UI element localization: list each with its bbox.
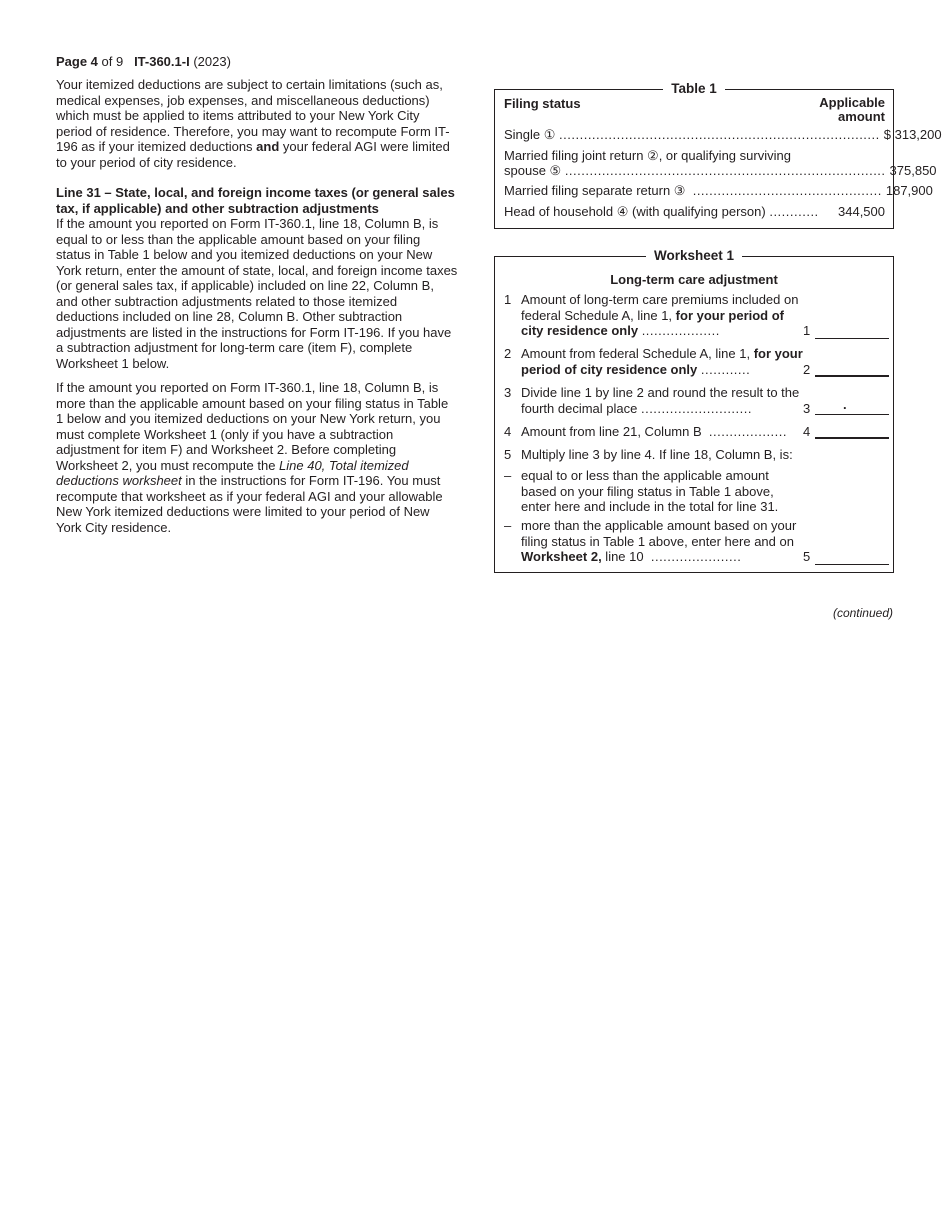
worksheet-1: Worksheet 1 Long-term care adjustment 1 Amount of long-term care premiums included on federal Schedule A, line 1, for your period of city residence only ................... 1 2 Amount from federal Schedule A, line 1, for your period of city residence only ............ 2 3 Divide line 1 by line 2 and round the result to the fourth decimal place ........................... 3 . 4 Amount from line 21, Column B ................... 4 5 Multiply line 3 by line 4. If line 18, Column B, is: – equal to or less than the applicable amount based on your filing status in Table 1 above, enter here and include in the total for line 31. – more than the applicable amount based on your filing status in Table 1 above, enter here and on Worksheet 2, line 10 ...................... 5: [494, 256, 894, 573]
table-row: Married filing separate return ③ .............................................. 187,900: [504, 183, 933, 198]
page-header: [56, 54, 231, 69]
left-column: [56, 77, 458, 535]
line-ref: 5: [803, 549, 811, 564]
row-amount: 187,900: [885, 183, 933, 198]
page-label: Page 4: [56, 54, 98, 69]
line31-heading: Line 31 – State, local, and foreign income taxes (or general sales tax, if applicable) and other subtraction adjustments: [56, 185, 455, 216]
line-ref: 3: [803, 401, 811, 416]
line-5-entry[interactable]: [815, 550, 889, 565]
worksheet-1-subtitle: Long-term care adjustment: [610, 272, 778, 287]
row-label: Single ①: [504, 127, 556, 142]
intro-text-a: Your itemized deductions are subject to certain limitations (such as, medical expenses, job expenses, and miscellaneous deductions) which must be applied to items attributed to your New York City period of residence. Therefore, you may want to recompute Form IT-196 as if your itemized deductions: [56, 77, 450, 154]
intro-and: and: [256, 139, 280, 154]
intro-paragraph: [56, 77, 458, 170]
option-a-text: equal to or less than the applicable amount based on your filing status in Table 1 above, enter here and include in the total for line 31.: [521, 468, 779, 514]
line-number: 1: [504, 292, 512, 307]
decimal-point: .: [843, 397, 847, 412]
row-amount: $ 313,200: [883, 127, 942, 142]
col-amount-line2: amount: [838, 109, 885, 124]
line-number: 5: [504, 447, 512, 462]
table-row: Single ① .............................................................................. $ 313,200: [504, 127, 942, 142]
line31-paragraph-1: If the amount you reported on Form IT-360.1, line 18, Column B, is equal to or less than the applicable amount based on your filing status in Table 1 below and you itemized deductions on your New York return, enter the amount of state, local, and foreign income taxes (or general sales tax, if applicable) included on line 22, Column B, and other subtraction adjustments related to those itemized deductions included on line 28, Column B. Other subtraction adjustments are listed in the instructions for Form IT-196. If you have a subtraction adjustment for long-term care (item F), complete Worksheet 1 below.: [56, 216, 458, 371]
line-number: 4: [504, 424, 512, 439]
line-text-bold: for your period of city residence only: [521, 307, 785, 338]
line-ref: 2: [803, 362, 811, 377]
line-4-entry[interactable]: [815, 425, 889, 439]
line-text-bold: for your period of city residence only: [521, 346, 803, 377]
line-text: Amount from line 21, Column B: [521, 424, 702, 439]
line-ref: 1: [803, 323, 811, 338]
line31-paragraph-2: [56, 380, 458, 535]
line-text: Divide line 1 by line 2 and round the result to the fourth decimal place: [521, 385, 800, 416]
col-applicable-amount: [819, 96, 885, 124]
row-amount: 344,500: [838, 204, 885, 219]
row-label: spouse ⑤: [504, 163, 562, 178]
line-1-entry[interactable]: [815, 324, 889, 339]
dash-mark: –: [504, 468, 512, 483]
dash-mark: –: [504, 518, 512, 533]
option-b-bold: Worksheet 2,: [521, 549, 602, 564]
p3-text-b: in the instructions for Form IT-196. You must recompute that worksheet as if your federal AGI and your allowable New York itemized deductions were limited to your period of New York City residence.: [56, 473, 443, 535]
line-number: 2: [504, 346, 512, 361]
p3-italic: Line 40, Total itemized deductions worksheet: [56, 457, 409, 488]
option-b-text-b: line 10: [601, 549, 644, 564]
line-text: Amount from federal Schedule A, line 1,: [521, 346, 754, 361]
page-of: of 9: [97, 54, 124, 69]
row-label-line1: Married filing joint return ②, or qualifying surviving: [504, 148, 791, 163]
intro-text-b: your federal AGI were limited to your period of city residence.: [56, 139, 450, 170]
line-3-entry[interactable]: [815, 402, 889, 415]
line-ref: 4: [803, 424, 811, 439]
form-year: (2023): [189, 54, 231, 69]
line-text: Multiply line 3 by line 4. If line 18, Column B, is:: [521, 447, 793, 462]
form-id: IT-360.1-I: [134, 54, 190, 69]
col-filing-status: Filing status: [504, 96, 581, 111]
option-b-text: more than the applicable amount based on your filing status in Table 1 above, enter here and on: [521, 518, 797, 549]
table-row: spouse ⑤ .............................................................................. 375,850: [504, 163, 937, 178]
col-amount-line1: Applicable: [819, 95, 885, 110]
row-label: Married filing separate return ③: [504, 183, 686, 198]
worksheet-1-title: Worksheet 1: [646, 248, 742, 263]
line-text: Amount of long-term care premiums included on federal Schedule A, line 1,: [521, 292, 799, 323]
row-amount: 375,850: [889, 163, 937, 178]
row-label: Head of household ④ (with qualifying person): [504, 204, 766, 219]
table-row: [504, 148, 885, 163]
line-2-entry[interactable]: [815, 363, 889, 377]
line-number: 3: [504, 385, 512, 400]
p3-text-a: If the amount you reported on Form IT-360.1, line 18, Column B, is more than the applicable amount based on your filing status in Table 1 below and you itemized deductions on your New York return, you must complete Worksheet 1 (only if you have a subtraction adjustment for item F) and Worksheet 2. Before completing Worksheet 2, you must recompute the: [56, 380, 449, 473]
table-1: [494, 81, 942, 229]
table-row: Head of household ④ (with qualifying person) ............ 344,500: [504, 204, 885, 219]
continued-note: (continued): [832, 606, 893, 620]
table-1-title: Table 1: [663, 81, 725, 96]
